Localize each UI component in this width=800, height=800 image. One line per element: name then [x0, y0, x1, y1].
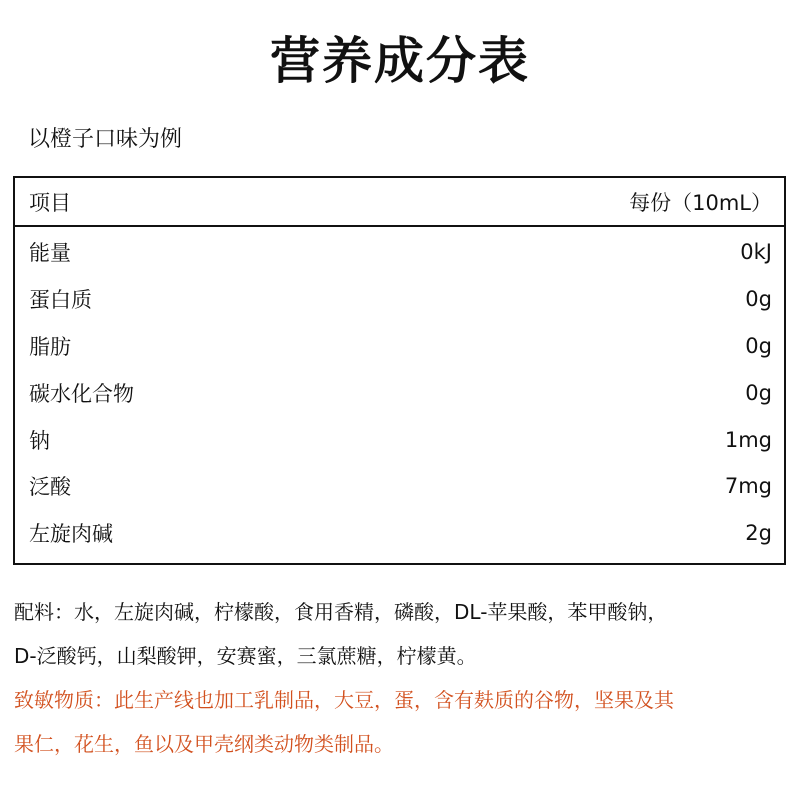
nutrition-table — [13, 176, 786, 565]
nutrient-name: 脂肪 — [29, 334, 71, 359]
nutrient-value: 2g — [745, 521, 772, 546]
flavor-note: 以橙子口味为例 — [28, 127, 183, 152]
table-row — [15, 510, 784, 557]
nutrient-value: 0kJ — [740, 240, 772, 265]
nutrient-value: 7mg — [724, 474, 772, 499]
table-row — [15, 463, 784, 510]
allergen-line: 果仁，花生，鱼以及甲壳纲类动物类制品。 — [14, 732, 394, 756]
ingredients-line: 配料：水，左旋肉碱，柠檬酸，食用香精，磷酸，DL-苹果酸，苯甲酸钠， — [14, 600, 668, 624]
table-row — [15, 323, 784, 370]
nutrient-name: 蛋白质 — [29, 288, 92, 313]
table-row — [15, 416, 784, 463]
header-item-label: 项目 — [29, 190, 71, 215]
nutrient-value: 0g — [745, 333, 772, 358]
page-title: 营养成分表 — [270, 32, 530, 90]
nutrient-name: 泛酸 — [29, 475, 71, 500]
nutrient-name: 能量 — [29, 241, 71, 266]
table-row — [15, 276, 784, 323]
table-row — [15, 229, 784, 276]
allergen-warning — [14, 678, 790, 766]
allergen-line: 致敏物质：此生产线也加工乳制品，大豆，蛋，含有麸质的谷物，坚果及其 — [14, 688, 674, 712]
nutrient-value: 0g — [745, 380, 772, 405]
nutrient-name: 碳水化合物 — [29, 381, 134, 406]
table-header — [15, 178, 784, 227]
ingredients-line: D-泛酸钙，山梨酸钾，安赛蜜，三氯蔗糖，柠檬黄。 — [14, 644, 477, 668]
header-per-serving-label: 每份（10mL） — [629, 190, 772, 215]
nutrient-name: 左旋肉碱 — [29, 522, 113, 547]
nutrient-name: 钠 — [29, 428, 50, 453]
ingredients-text — [14, 590, 790, 678]
table-body — [15, 227, 784, 557]
table-row — [15, 369, 784, 416]
nutrient-value: 0g — [745, 287, 772, 312]
nutrient-value: 1mg — [724, 427, 772, 452]
